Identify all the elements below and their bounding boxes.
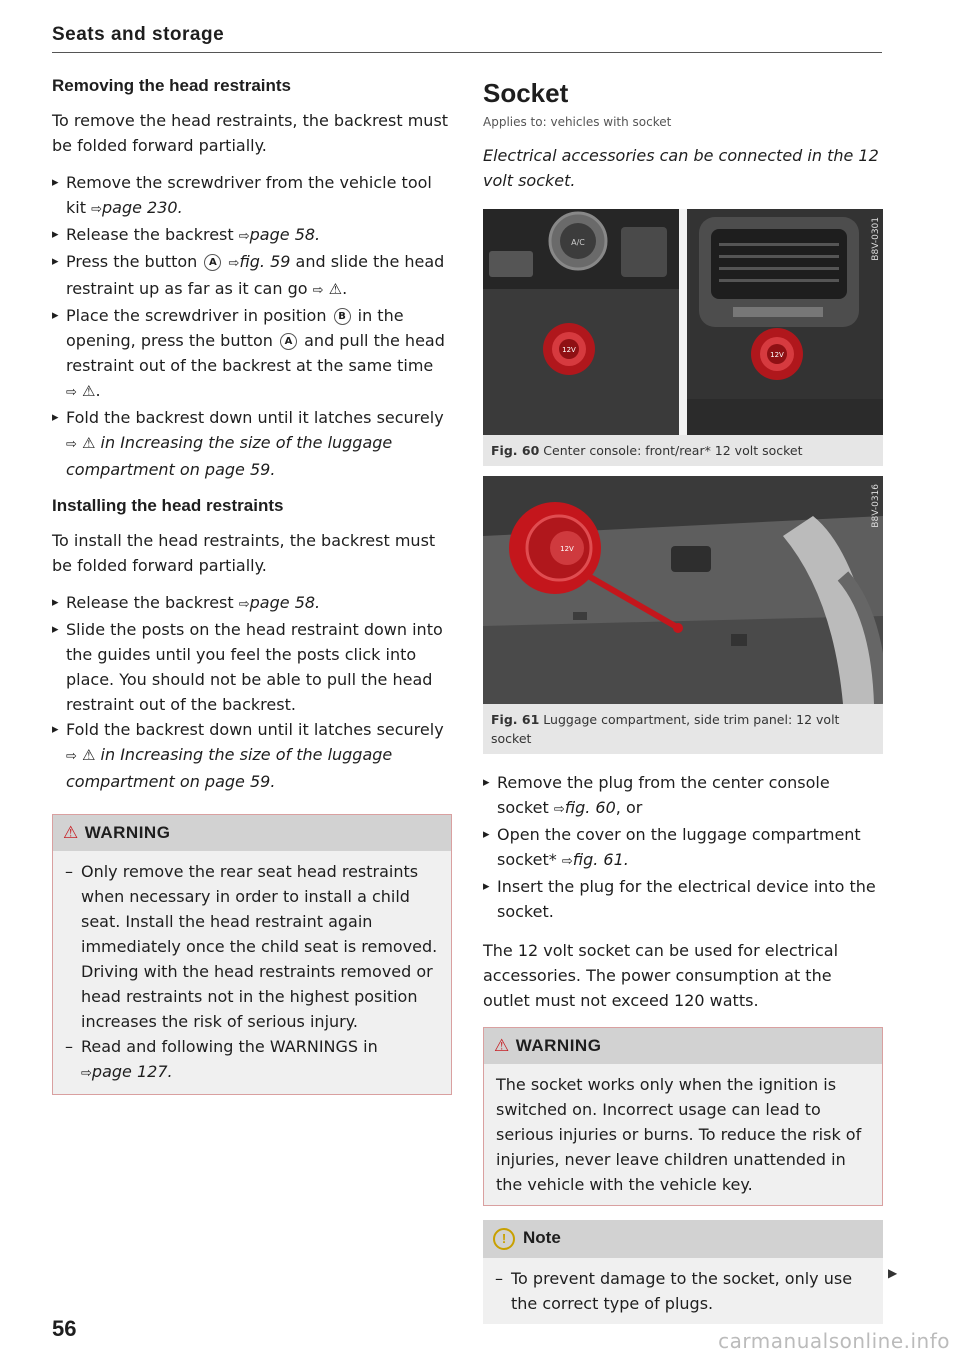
page-link[interactable]: in Increasing the size of the luggage compartment on page 59. [66, 433, 393, 479]
step-text: Press the button [66, 252, 203, 271]
list-item: – Only remove the rear seat head restraints when necessary in order to install a child seat. Install the head restraint again immediately once the child seat is removed. Driving with the head restraints removed or head restraints not in the highest position increases the risk of serious injury. [65, 859, 439, 1034]
caption-text: Center console: front/rear* 12 volt socket [543, 443, 803, 458]
figure-code: B8V-0301 [871, 217, 881, 261]
warning-header [53, 815, 451, 851]
ac-label: A/C [571, 238, 585, 247]
figure-60 [483, 209, 883, 466]
page-link[interactable]: page 58. [249, 225, 321, 244]
warning-header [484, 1028, 882, 1064]
installing-intro: To install the head restraints, the backrest must be folded forward partially. [52, 531, 436, 575]
note-list [495, 1266, 871, 1316]
step-text: Fold the backrest down until it latches securely [66, 720, 444, 739]
marker-a: A [280, 333, 297, 350]
center-console-illustration [483, 209, 883, 435]
figure-code: B8V-0316 [871, 484, 881, 528]
arrow-right-icon: ⇨ [312, 283, 324, 298]
step-text: Fold the backrest down until it latches securely [66, 408, 444, 427]
removing-steps [52, 170, 452, 482]
arrow-right-icon: ⇨ [561, 854, 573, 869]
note-title: Note [523, 1228, 561, 1247]
warning-triangle-icon: ⚠ [63, 823, 79, 842]
warning-title: WARNING [515, 1036, 602, 1055]
arrow-right-icon: ⇨ [81, 1066, 92, 1081]
arrow-right-icon: ⇨ [66, 749, 77, 764]
step-text: Open the cover on the luggage compartment socket* [497, 825, 861, 869]
luggage-compartment-illustration [483, 476, 883, 704]
removing-heading: Removing the head restraints [52, 76, 292, 95]
arrow-right-icon: ⇨ [66, 437, 77, 452]
removing-intro: To remove the head restraints, the backrest must be folded forward partially. [52, 111, 449, 155]
center-console-photo [483, 209, 883, 435]
applies-to: Applies to: vehicles with socket [483, 115, 672, 129]
list-item: ▸ Press the button A ⇨fig. 59 and slide the head restraint up as far as it can go ⇨ ⚠. [52, 249, 452, 303]
step-text: and slide the head restraint up as far as it can go [66, 252, 445, 298]
list-item: – To prevent damage to the socket, only use the correct type of plugs. [495, 1266, 871, 1316]
warning-box [52, 814, 452, 1095]
arrow-right-icon: ⇨ [553, 802, 565, 817]
list-item [65, 1034, 439, 1086]
note-body [483, 1258, 883, 1324]
step-text: in the opening, press the button [66, 306, 404, 350]
luggage-compartment-photo [483, 476, 883, 704]
socket-intro: Electrical accessories can be connected in the 12 volt socket. [483, 146, 879, 190]
arrow-right-icon: ⇨ [91, 202, 102, 217]
warning-triangle-icon: ⚠ [82, 382, 96, 400]
figure-link[interactable]: fig. 61. [572, 850, 629, 869]
list-item [52, 170, 452, 222]
list-item: ▸ Place the screwdriver in position B in the opening, press the button A and pull the head restraint out of the backrest at the same time ⇨ ⚠. [52, 303, 452, 405]
continue-arrow-icon: ▶ [888, 1266, 898, 1280]
step-text: Remove the screwdriver from the vehicle tool kit [66, 173, 432, 217]
step-text: Release the backrest [66, 593, 239, 612]
right-column [483, 72, 883, 1324]
warning-triangle-icon: ⚠ [82, 434, 96, 452]
socket-12v-label: 12V [562, 346, 576, 354]
list-item [483, 770, 883, 822]
warning-list [65, 859, 439, 1086]
warning-triangle-icon: ⚠ [494, 1036, 510, 1055]
installing-heading: Installing the head restraints [52, 496, 284, 515]
list-item [52, 617, 452, 717]
list-item [483, 822, 883, 874]
section-title: Seats and storage [52, 24, 882, 53]
page-number: 56 [52, 1316, 77, 1341]
step-text: Release the backrest [66, 225, 239, 244]
warning-triangle-icon: ⚠ [328, 280, 343, 298]
note-header [483, 1220, 883, 1258]
socket-12v-label: 12V [560, 545, 574, 553]
arrow-right-icon: ⇨ [228, 256, 240, 271]
arrow-right-icon: ⇨ [238, 229, 250, 244]
step-text: , or [615, 798, 643, 817]
warning-box [483, 1027, 883, 1206]
warning-body [484, 1064, 882, 1205]
list-item [52, 222, 452, 249]
warning-title: WARNING [84, 823, 171, 842]
warning-triangle-icon: ⚠ [82, 746, 96, 764]
warning-text: Read and following the WARNINGS in [81, 1037, 378, 1056]
page-link[interactable]: page 58. [249, 593, 321, 612]
warning-text: The socket works only when the ignition is switched on. Incorrect usage can lead to serious injuries or burns. To reduce the risk of injuries, never leave children unattended in the vehicle with the vehicle key. [496, 1075, 862, 1194]
figure-label: Fig. 60 [491, 443, 540, 458]
figure-60-caption [483, 435, 883, 466]
step-text: Place the screwdriver in position [66, 306, 332, 325]
figure-label: Fig. 61 [491, 712, 540, 727]
list-item [52, 405, 452, 482]
figure-link[interactable]: fig. 59 [239, 252, 291, 271]
page-link[interactable]: in Increasing the size of the luggage compartment on page 59. [66, 745, 393, 791]
warning-body [53, 851, 451, 1094]
arrow-right-icon: ⇨ [238, 597, 250, 612]
socket-steps [483, 770, 883, 924]
watermark: carmanualsonline.info [718, 1329, 950, 1353]
list-item: ▸ Insert the plug for the electrical device into the socket. [483, 874, 883, 924]
marker-b: B [334, 308, 351, 325]
caption-text: Luggage compartment, side trim panel: 12 volt socket [491, 712, 840, 746]
figure-61-caption [483, 704, 883, 754]
marker-a: A [204, 254, 221, 271]
list-item [52, 590, 452, 617]
figure-link[interactable]: fig. 60 [564, 798, 616, 817]
step-text: Slide the posts on the head restraint down into the guides until you feel the posts click into place. You should not be able to pull the head restraint out of the backrest. [66, 620, 443, 714]
page-link[interactable]: page 230. [101, 198, 183, 217]
left-column [52, 72, 452, 1095]
info-icon: ! [493, 1228, 515, 1250]
note-box [483, 1220, 883, 1324]
page-link[interactable]: page 127. [91, 1062, 173, 1081]
figure-61 [483, 476, 883, 754]
socket-12v-label: 12V [770, 351, 784, 359]
socket-heading: Socket [483, 78, 569, 108]
installing-steps [52, 590, 452, 794]
step-text: Remove the plug from the center console socket [497, 773, 830, 817]
arrow-right-icon: ⇨ [66, 385, 77, 400]
list-item [52, 717, 452, 794]
socket-body: The 12 volt socket can be used for electrical accessories. The power consumption at the outlet must not exceed 120 watts. [483, 941, 839, 1010]
step-text: and pull the head restraint out of the backrest at the same time [66, 331, 445, 375]
